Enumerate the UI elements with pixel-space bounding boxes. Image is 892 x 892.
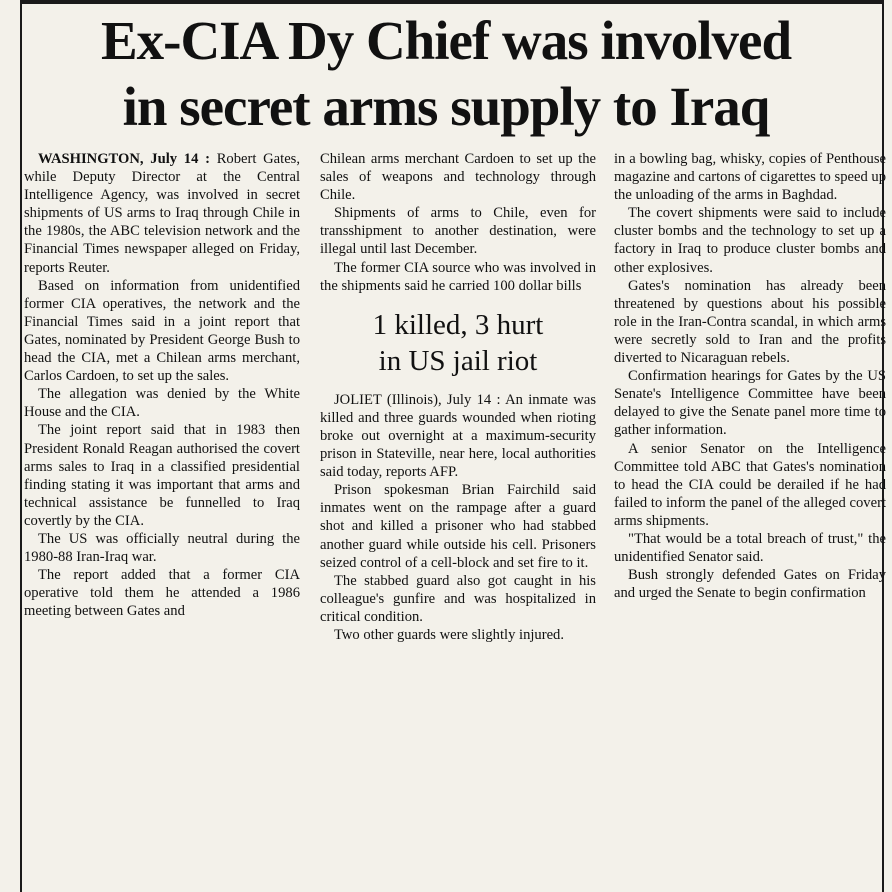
sidebar-dateline: JOLIET (Illinois), July 14 : [334,391,501,408]
article-column-3 [614,150,886,602]
article-paragraph: "That would be a total breach of trust," the unidentified Senator said. [614,530,886,566]
article-paragraph: Shipments of arms to Chile, even for transshipment to another destination, were illegal until last December. [320,205,596,258]
sidebar-headline [320,307,596,379]
article-paragraph: Confirmation hearings for Gates by the US Senate's Intelligence Committee have been delayed to give the Senate panel more time to gather information. [614,368,886,439]
article-paragraph: The report added that a former CIA operative told them he attended a 1986 meeting between Gates and [24,567,300,620]
sidebar-paragraph [320,391,596,481]
main-headline-line-1: Ex-CIA Dy Chief was involved [100,10,792,71]
sidebar-paragraph: Prison spokesman Brian Fairchild said inmates went on the rampage after a guard shot and killed a prisoner who had stabbed another guard while outside his cell. Prisoners seized control of a cell-block and set fire to it. [320,482,596,571]
top-rule [20,0,884,4]
article-dateline: WASHINGTON, July 14 : [38,151,210,167]
article-paragraph: Chilean arms merchant Cardoen to set up the sales of weapons and technology through Chile. [320,151,596,204]
sidebar-paragraph: Two other guards were slightly injured. [334,626,564,643]
article-paragraph-text: Robert Gates, while Deputy Director at the Central Intelligence Agency, was involved in secret shipments of US arms to Iraq through Chile in the 1980s, the ABC television network and the Financial Times newspaper alleged on Friday, reports Reuter. [24,151,301,276]
article-paragraph: Based on information from unidentified former CIA operatives, the network and the Financial Times said in a joint report that Gates, nominated by President George Bush to head the CIA, met a Chilean arms merchant, Carlos Cardoen, to set up the sales. [24,277,300,385]
article-column-1 [24,150,300,620]
sidebar-paragraph-text: An inmate was killed and three guards wounded when rioting broke out overnight at a maximum-security prison in Stateville, near here, local authorities said today, reports AFP. [320,391,596,481]
article-paragraph: The joint report said that in 1983 then President Ronald Reagan authorised the covert arms sales to Iraq in a classified presidential finding stating it was important that arms and technical assistance be funnelled to Iraq covertly by the CIA. [24,422,300,529]
article-paragraph: Bush strongly defended Gates on Friday and urged the Senate to begin confirmation [614,567,886,602]
sidebar-headline-line-1: 1 killed, 3 hurt [372,308,544,341]
article-paragraph [24,150,300,277]
article-paragraph: The allegation was denied by the White House and the CIA. [24,386,300,421]
main-headline-line-2: in secret arms supply to Iraq [122,76,770,137]
article-paragraph: in a bowling bag, whisky, copies of Penthouse magazine and cartons of cigarettes to speed up the unloading of the arms in Baghdad. [614,151,886,204]
article-paragraph: Gates's nomination has already been threatened by questions about his possible role in the Iran-Contra scandal, in which arms were secretly sold to Iran and the profits diverted to Nicaraguan rebels. [614,277,886,367]
article-paragraph: A senior Senator on the Intelligence Committee told ABC that Gates's nomination to head the CIA could be derailed if he had failed to inform the panel of the alleged covert arms shipments. [614,440,886,529]
article-column-2 [320,150,596,644]
article-paragraph: The US was officially neutral during the 1980-88 Iran-Iraq war. [24,530,300,566]
article-paragraph: The covert shipments were said to include cluster bombs and the technology to set up a factory in Iraq to produce cluster bombs and other explosives. [614,205,886,276]
sidebar-headline-line-2: in US jail riot [378,344,538,377]
article-paragraph: The former CIA source who was involved in the shipments said he carried 100 dollar bills [320,259,596,294]
main-headline [0,8,892,140]
sidebar-paragraph: The stabbed guard also got caught in his colleague's gunfire and was hospitalized in critical condition. [320,572,596,625]
